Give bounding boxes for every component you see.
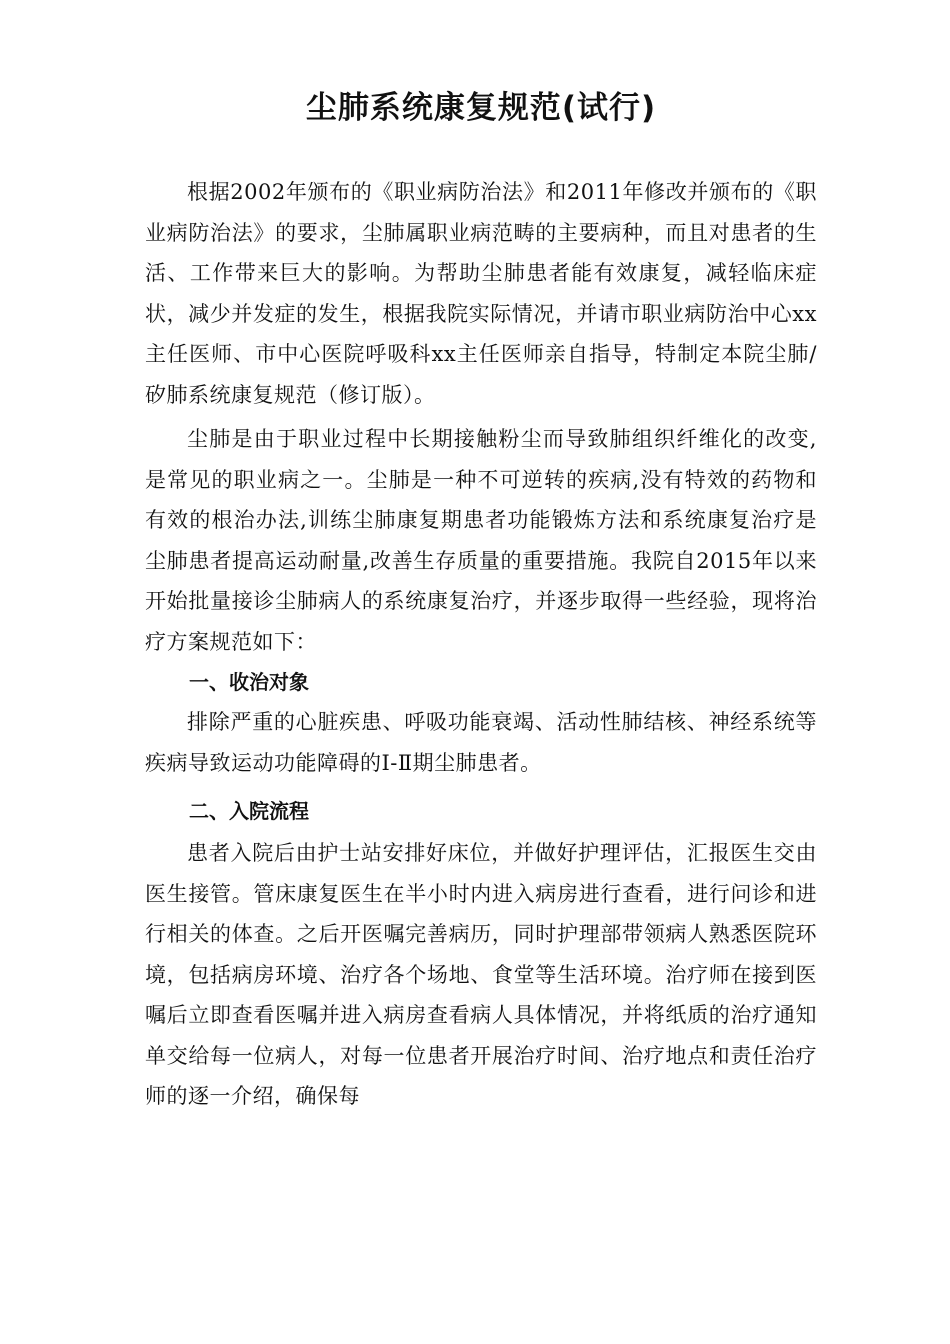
intro-paragraph-2: 尘肺是由于职业过程中长期接触粉尘而导致肺组织纤维化的改变,是常见的职业病之一。尘肺是一种不可逆转的疾病,没有特效的药物和有效的根治办法,训练尘肺康复期患者功能锻炼方法和系统康复治疗是尘肺患者提高运动耐量,改善生存质量的重要措施。我院自2015年以来开始批量接诊尘肺病人的系统康复治疗，并逐步取得一些经验，现将治疗方案规范如下： xyxy=(145,427,817,654)
section-heading-admission-process: 二、入院流程 xyxy=(189,799,309,823)
section-text-admission-process: 患者入院后由护士站安排好床位，并做好护理评估，汇报医生交由医生接管。管床康复医生在半小时内进入病房进行查看，进行问诊和进行相关的体查。之后开医嘱完善病历，同时护理部带领病人熟悉医院环境，包括病房环境、治疗各个场地、食堂等生活环境。治疗师在接到医嘱后立即查看医嘱并进入病房查看病人具体情况，并将纸质的治疗通知单交给每一位病人，对每一位患者开展治疗时间、治疗地点和责任治疗师的逐一介绍，确保每 xyxy=(145,841,817,1108)
document-page xyxy=(145,86,817,1117)
document-title: 尘肺系统康复规范(试行) xyxy=(305,90,657,126)
intro-paragraph-1: 根据2002年颁布的《职业病防治法》和2011年修改并颁布的《职业病防治法》的要求，尘肺属职业病范畴的主要病种，而且对患者的生活、工作带来巨大的影响。为帮助尘肺患者能有效康复，减轻临床症状，减少并发症的发生，根据我院实际情况，并请市职业病防治中心xx主任医师、市中心医院呼吸科xx主任医师亲自指导，特制定本院尘肺/矽肺系统康复规范（修订版）。 xyxy=(145,180,817,407)
section-text-admission-criteria: 排除严重的心脏疾患、呼吸功能衰竭、活动性肺结核、神经系统等疾病导致运动功能障碍的Ⅰ-Ⅱ期尘肺患者。 xyxy=(145,710,817,775)
section-heading-admission-criteria: 一、收治对象 xyxy=(189,670,309,694)
